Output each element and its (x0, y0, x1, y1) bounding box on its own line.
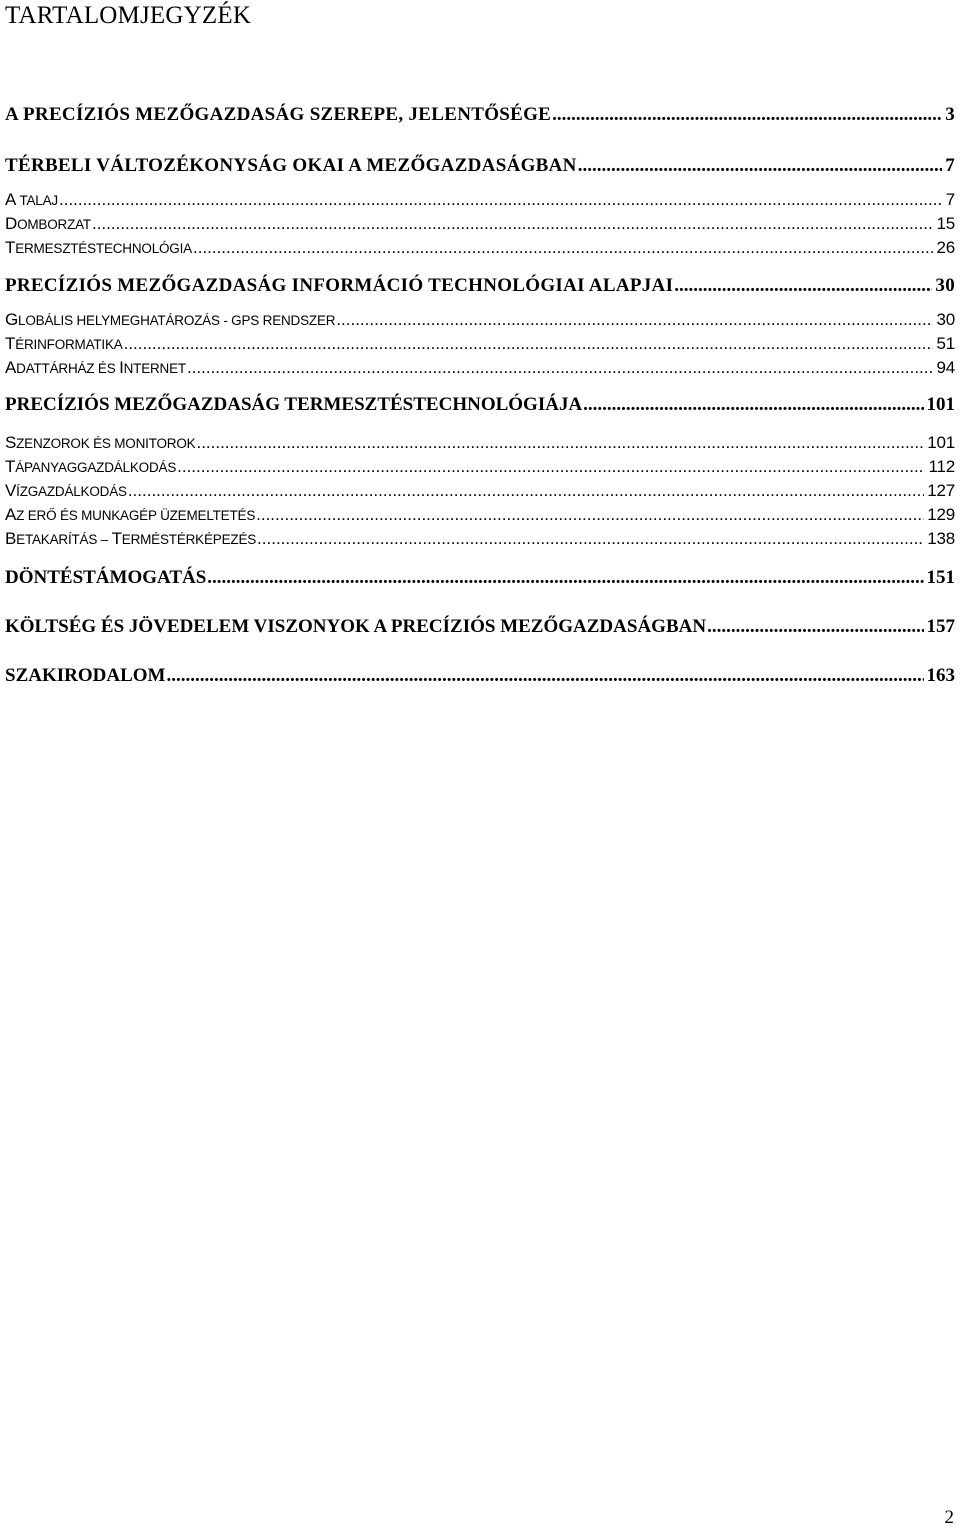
toc-entry-section-3-3[interactable] (5, 357, 955, 379)
toc-entry-section-2-3[interactable] (5, 237, 955, 259)
toc-leader-dots (336, 309, 933, 331)
toc-entry-text: VÍZGAZDÁLKODÁS (5, 481, 127, 500)
toc-entry-section-2-2[interactable] (5, 213, 955, 235)
toc-leader-dots (583, 393, 923, 417)
toc-entry-page: 3 (945, 104, 955, 125)
toc-entry-page: 94 (936, 358, 955, 377)
toc-entry-section-2-1[interactable] (5, 189, 955, 211)
toc-leader-dots (578, 154, 943, 178)
toc-entry-section-3-2[interactable] (5, 333, 955, 355)
toc-leader-dots (207, 566, 923, 590)
toc-leader-dots (187, 357, 934, 379)
toc-leader-dots (256, 504, 924, 526)
toc-entry-page: 151 (926, 567, 955, 588)
toc-leader-dots (124, 333, 934, 355)
toc-entry-text: TERMESZTÉSTECHNOLÓGIA (5, 238, 192, 257)
page-title: TARTALOMJEGYZÉK (5, 2, 252, 29)
toc-entry-text: GLOBÁLIS HELYMEGHATÁROZÁS - GPS RENDSZER (5, 310, 336, 329)
toc-entry-section-4-1[interactable] (5, 432, 955, 454)
toc-entry-section-4-4[interactable] (5, 504, 955, 526)
toc-entry-text: PRECÍZIÓS MEZŐGAZDASÁG TERMESZTÉSTECHNOLÓGIÁJA (5, 394, 583, 415)
toc-leader-dots (674, 274, 932, 298)
toc-entry-text: BETAKARÍTÁS – TERMÉSTÉRKÉPEZÉS (5, 529, 257, 548)
toc-entry-text: TÉRBELI VÁLTOZÉKONYSÁG OKAI A MEZŐGAZDASÁGBAN (5, 155, 577, 176)
toc-leader-dots (257, 528, 924, 550)
toc-entry-text: TÉRINFORMATIKA (5, 334, 123, 353)
toc-entry-section-3-1[interactable] (5, 309, 955, 331)
toc-leader-dots (128, 480, 924, 502)
toc-entry-text: SZAKIRODALOM (5, 665, 166, 686)
toc-entry-page: 138 (927, 529, 955, 548)
toc-entry-text: DÖNTÉSTÁMOGATÁS (5, 567, 207, 588)
toc-leader-dots (707, 615, 923, 639)
toc-entry-chapter-3[interactable] (5, 274, 955, 298)
toc-entry-text: A PRECÍZIÓS MEZŐGAZDASÁG SZEREPE, JELENTŐSÉGE (5, 104, 552, 125)
toc-entry-page: 51 (936, 334, 955, 353)
toc-entry-chapter-5[interactable] (5, 566, 955, 590)
toc-entry-text: ADATTÁRHÁZ ÉS INTERNET (5, 358, 186, 377)
toc-entry-page: 129 (927, 505, 955, 524)
toc-leader-dots (193, 237, 934, 259)
toc-entry-page: 7 (945, 190, 955, 209)
toc-entry-section-4-2[interactable] (5, 456, 955, 478)
toc-entry-page: 30 (936, 310, 955, 329)
toc-leader-dots (196, 432, 924, 454)
toc-entry-chapter-1[interactable] (5, 103, 955, 127)
toc-entry-page: 15 (936, 214, 955, 233)
toc-entry-page: 112 (928, 457, 955, 476)
toc-leader-dots (552, 103, 942, 127)
toc-entry-chapter-6[interactable] (5, 615, 955, 639)
toc-leader-dots (177, 456, 925, 478)
toc-leader-dots (59, 189, 943, 211)
toc-entry-page: 26 (936, 238, 955, 257)
toc-entry-page: 101 (927, 433, 955, 452)
toc-entry-section-4-3[interactable] (5, 480, 955, 502)
toc-entry-text: TÁPANYAGGAZDÁLKODÁS (5, 457, 177, 476)
toc-entry-text: A TALAJ (5, 190, 58, 209)
toc-entry-text: KÖLTSÉG ÉS JÖVEDELEM VISZONYOK A PRECÍZIÓS MEZŐGAZDASÁGBAN (5, 616, 707, 637)
toc-entry-text: DOMBORZAT (5, 214, 91, 233)
toc-leader-dots (92, 213, 934, 235)
toc-entry-section-4-5[interactable] (5, 528, 955, 550)
toc-entry-page: 127 (927, 481, 955, 500)
toc-entry-text: PRECÍZIÓS MEZŐGAZDASÁG INFORMÁCIÓ TECHNOLÓGIAI ALAPJAI (5, 275, 674, 296)
toc-entry-page: 101 (926, 394, 955, 415)
toc-entry-chapter-2[interactable] (5, 154, 955, 178)
toc-entry-page: 157 (926, 616, 955, 637)
toc-entry-chapter-7[interactable] (5, 664, 955, 688)
toc-entry-text: SZENZOROK ÉS MONITOROK (5, 433, 196, 452)
toc-entry-chapter-4[interactable] (5, 393, 955, 417)
toc-leader-dots (166, 664, 923, 688)
page-number: 2 (944, 1507, 954, 1528)
toc-entry-page: 7 (945, 155, 955, 176)
toc-entry-page: 30 (935, 275, 955, 296)
toc-entry-page: 163 (926, 665, 955, 686)
toc-entry-text: AZ ERŐ ÉS MUNKAGÉP ÜZEMELTETÉS (5, 505, 256, 524)
